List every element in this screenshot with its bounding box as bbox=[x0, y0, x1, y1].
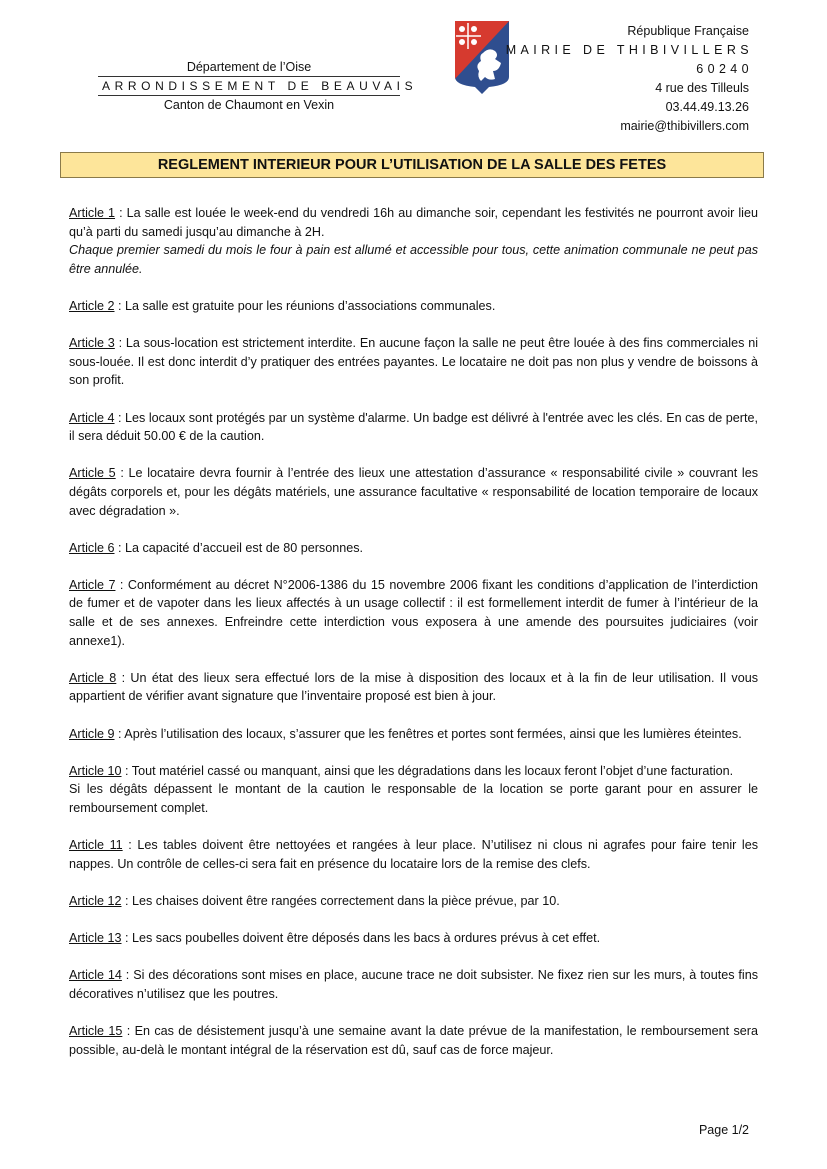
article-text: : La salle est gratuite pour les réunions d’associations communales. bbox=[114, 298, 496, 313]
article-paragraph bbox=[69, 576, 758, 650]
article-label: Article 15 bbox=[69, 1024, 123, 1039]
article-5 bbox=[69, 464, 758, 520]
article-9 bbox=[69, 725, 758, 744]
article-label: Article 11 bbox=[69, 838, 123, 853]
mairie-header bbox=[505, 22, 753, 136]
article-paragraph bbox=[69, 1022, 758, 1059]
email: mairie@thibivillers.com bbox=[620, 119, 749, 133]
article-label: Article 8 bbox=[69, 670, 117, 685]
article-text: : La salle est louée le week-end du vendredi 16h au dimanche soir, cependant les festivités ne pourront avoir lieu qu’à parti du samedi jusqu’au dimanche à 2H. bbox=[69, 206, 758, 239]
department-header bbox=[98, 58, 418, 114]
article-10 bbox=[69, 762, 758, 818]
article-15 bbox=[69, 1022, 758, 1059]
article-label: Article 9 bbox=[69, 726, 115, 741]
article-3 bbox=[69, 334, 758, 390]
article-text: : Le locataire devra fournir à l’entrée des lieux une attestation d’assurance « responsabilité civile » couvrant les dégâts corporels et, pour les dégâts matériels, une assurance facultative « responsabilité de location temporaire de locaux avec dégradation ». bbox=[69, 466, 758, 518]
article-text: : Si des décorations sont mises en place, aucune trace ne doit subsister. Ne fixez rien sur les murs, à toutes fins décoratives n’utilisez que les poutres. bbox=[69, 968, 758, 1001]
article-label: Article 14 bbox=[69, 968, 122, 983]
article-paragraph bbox=[69, 966, 758, 1003]
document-title: REGLEMENT INTERIEUR POUR L’UTILISATION DE LA SALLE DES FETES bbox=[60, 152, 764, 178]
article-paragraph bbox=[69, 725, 758, 744]
article-paragraph bbox=[69, 836, 758, 873]
article-paragraph bbox=[69, 409, 758, 446]
article-11 bbox=[69, 836, 758, 873]
article-14 bbox=[69, 966, 758, 1003]
article-text: : La capacité d’accueil est de 80 personnes. bbox=[114, 540, 364, 555]
article-paragraph bbox=[69, 762, 758, 781]
article-13 bbox=[69, 929, 758, 948]
article-paragraph bbox=[69, 669, 758, 706]
phone: 03.44.49.13.26 bbox=[665, 100, 749, 114]
article-label: Article 10 bbox=[69, 763, 122, 778]
canton-name: Canton de Chaumont en Vexin bbox=[163, 98, 335, 112]
article-paragraph bbox=[69, 892, 758, 911]
page-number: Page 1/2 bbox=[698, 1123, 749, 1137]
article-note: Chaque premier samedi du mois le four à pain est allumé et accessible pour tous, cette animation communale ne peut pas être annulée. bbox=[69, 243, 758, 276]
article-paragraph bbox=[69, 464, 758, 520]
article-4 bbox=[69, 409, 758, 446]
article-text: : La sous-location est strictement interdite. En aucune façon la salle ne peut être louée à des fins commerciales ni sous-louée. Il est donc interdit d’y pratiquer des entrées payantes. Le locataire ne doit pas non plus y vendre de boissons à son profit. bbox=[69, 336, 759, 388]
article-text: : Les locaux sont protégés par un système d'alarme. Un badge est délivré à l'entrée avec les clés. En cas de perte, il sera déduit 50.00 € de la caution. bbox=[69, 410, 758, 444]
article-label: Article 5 bbox=[69, 466, 116, 481]
article-label: Article 1 bbox=[69, 206, 116, 220]
article-label: Article 13 bbox=[69, 931, 122, 946]
articles-list bbox=[69, 204, 758, 1078]
department-name: Département de l’Oise bbox=[186, 60, 312, 74]
postal-code: 60240 bbox=[696, 62, 753, 76]
article-6 bbox=[69, 539, 758, 558]
article-label: Article 3 bbox=[69, 336, 115, 351]
article-label: Article 7 bbox=[69, 577, 116, 592]
article-paragraph bbox=[69, 334, 758, 390]
article-text: : Tout matériel cassé ou manquant, ainsi que les dégradations dans les locaux feront l’objet d’une facturation. bbox=[121, 763, 734, 778]
republic-label: République Française bbox=[627, 24, 749, 38]
address: 4 rue des Tilleuls bbox=[655, 81, 749, 95]
arrondissement-name: ARRONDISSEMENT DE BEAUVAIS bbox=[102, 79, 418, 93]
coat-of-arms-icon bbox=[453, 19, 511, 95]
article-7 bbox=[69, 576, 758, 650]
article-1 bbox=[69, 204, 758, 278]
article-extra: Si les dégâts dépassent le montant de la caution le responsable de la location se porte garant pour en assurer le remboursement complet. bbox=[69, 782, 758, 815]
article-2 bbox=[69, 297, 758, 316]
article-text: : En cas de désistement jusqu’à une semaine avant la date prévue de la manifestation, le remboursement sera possible, au-delà le montant intégral de la réservation est dû, sauf cas de force majeur. bbox=[69, 1024, 759, 1057]
article-text: : Les tables doivent être nettoyées et rangées à leur place. N’utilisez ni clous ni agrafes pour faire tenir les nappes. Un contrôle de celles-ci sera fait en présence du locataire lors de la remise des clefs. bbox=[69, 838, 759, 871]
mairie-name: MAIRIE DE THIBIVILLERS bbox=[505, 43, 753, 57]
article-label: Article 4 bbox=[69, 410, 115, 425]
article-text: : Conformément au décret N°2006-1386 du 15 novembre 2006 fixant les conditions d’application de l’interdiction de fumer et de vapoter dans les lieux affectés à un usage collectif : il est formellement interdit de fumer à l’intérieur de la salle et de ses annexes. Enfreindre cette interdiction vous exposera à une amende des poursuites judiciaires (voir annexe1). bbox=[69, 577, 759, 648]
article-label: Article 2 bbox=[69, 298, 115, 313]
article-12 bbox=[69, 892, 758, 911]
article-text: : Après l’utilisation des locaux, s’assurer que les fenêtres et portes sont fermées, ainsi que les lumières éteintes. bbox=[114, 726, 742, 741]
article-label: Article 12 bbox=[69, 893, 122, 908]
article-text: : Les sacs poubelles doivent être déposés dans les bacs à ordures prévus à cet effet. bbox=[121, 931, 601, 946]
article-paragraph bbox=[69, 297, 758, 316]
article-paragraph bbox=[69, 204, 758, 241]
article-8 bbox=[69, 669, 758, 706]
article-text: : Un état des lieux sera effectué lors de la mise à disposition des locaux et à la fin de leur utilisation. Il vous appartient de vérifier avant signature que l’inventaire proposé est bien à jour. bbox=[69, 670, 759, 704]
article-paragraph bbox=[69, 539, 758, 558]
article-paragraph bbox=[69, 929, 758, 948]
article-text: : Les chaises doivent être rangées correctement dans la pièce prévue, par 10. bbox=[121, 893, 560, 908]
article-label: Article 6 bbox=[69, 540, 115, 555]
